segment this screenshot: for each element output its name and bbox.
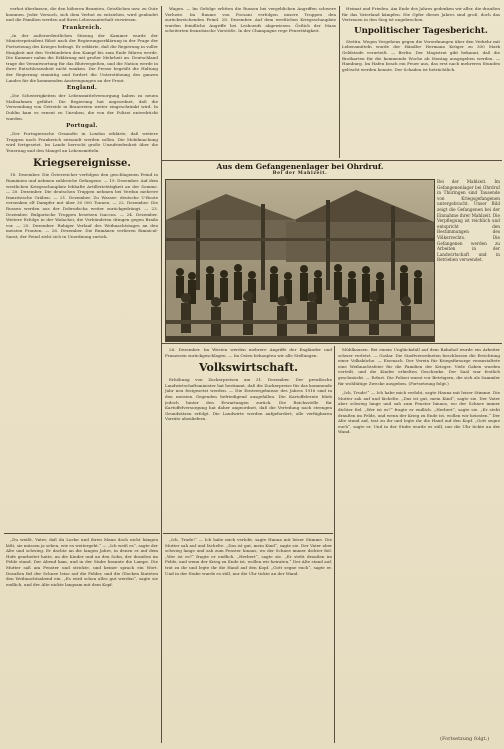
column-rule-left <box>161 6 162 743</box>
volkswirtschaft-paragraph: Erhöhung von Zuckerpreisen am 31. Dezember. Der preußische Landwirtschaftsminister hat bestimmt, daß die Zuckerpreise für das kommende Jahr neu festgesetzt werden. — Die Ernteergebnisse des Jahres 1916 sind in den meisten Gegenden befriedigend ausgefallen. Die Kartoffelernte blieb jedoch hinter den Erwartungen zurück. Die Reichsstelle für Kartoffelversorgung hat daher angeordnet, daß die Verteilung nach strengen Grundsätzen erfolgt. Die Landwirte werden aufgefordert, alle verfügbaren Vorräte abzuliefern. <box>165 377 332 422</box>
unpolitisch-paragraph: Stettin. Wegen Vergehens gegen die Verordnungen über den Verkehr mit Lebensmitteln wurde der Händler Hermann Krüger zu 300 Mark Geldstrafe verurteilt. — Berlin. Der Magistrat gibt bekannt, daß die Brotkarten für die kommende Woche ab Montag ausgegeben werden. — Hamburg. Im Hafen brach ein Feuer aus, das erst nach mehreren Stunden gelöscht werden konnte. Der Schaden ist beträchtlich. <box>342 38 500 72</box>
story-middle-paragraph: „Ich, Trude!“ — Ich habe mich verlobt, sagte Hanna mit leiser Stimme. Die Mutter sah auf und lächelte. „Das ist gut, mein Kind“, sagte sie. Der Vater aber schwieg lange und sah zum Fenster hinaus, wo der Schnee immer dichter fiel. „Wer ist es?“ fragte er endlich. „Herbert“, sagte sie. „Er steht draußen im Felde, und wenn der Krieg zu Ende ist, wollen wir heiraten.“ Der Alte stand auf, trat zu ihr und legte ihr die Hand auf den Kopf. „Gott segne euch“, sagte er. Und in der Stube wurde es still, nur die Uhr tickte an der Wand. <box>165 537 332 576</box>
picture-side-caption: Bei der Mahlzeit. Im Gefangenenlager bei Ohrdruf in Thüringen sind Tausende von Kriegsgefangenen untergebracht. Unser Bild zeigt die Gefangenen bei der Einnahme ihrer Mahlzeit. Die Verpflegung ist reichlich und entspricht den Bestimmungen des Völkerrechts. Die Gefangenen werden zu Arbeiten in der Landwirtschaft und in Betrieben verwendet. <box>437 179 500 263</box>
frankreich-heading: Frankreich. <box>62 24 102 31</box>
volkswirtschaft-heading: Volkswirtschaft. <box>198 361 299 375</box>
middle-lower-paragraph: 26. Dezember. Im Westen werden mehrere Angriffe der Engländer und Franzosen zurückgeschlagen. — Im Osten behaupten wir alle Stellungen. <box>165 347 332 358</box>
horizontal-rule-picture-bottom <box>162 343 502 344</box>
left-top-text <box>6 6 158 23</box>
unpolitisch-heading: Unpolitischer Tagesbericht. <box>354 25 488 36</box>
frankreich-paragraph: „In der außerordentlichen Sitzung der Kammer wurde der Ministerpräsident Ribot nach der Regierungserklärung in der Frage der Fortsetzung des Krieges befragt. Er erklärte, daß die Regierung in voller Einigkeit mit den Verbündeten den Kampf bis zum Ende führen werde. Die Kammer nahm die Erklärung mit großer Mehrheit an. Deutschland trage die Verantwortung für das Blutvergießen, und die Nation werde in ihrer Entschlossenheit nicht wanken. Die Presse begrüßt die Haltung der Regierung einmütig und fordert die Unterstützung des ganzen Landes für die kommenden Anstrengungen an der Front. <box>6 32 158 83</box>
continuation-note: (Fortsetzung folgt.) <box>440 736 490 742</box>
middle-top-text <box>165 6 336 34</box>
column-rule-right <box>339 6 340 158</box>
horizontal-rule-mid-story <box>163 533 333 534</box>
kriegsereignisse-heading: Kriegsereignisse. <box>33 158 131 170</box>
right-lower-text <box>338 347 500 386</box>
right-top-column <box>342 6 500 158</box>
kriegsereignisse-paragraph: 18. Dezember. Die Österreicher verfolgen den geschlagenen Feind in Rumänien und nehmen zahlreiche Gefangene. — 19. Dezember. Auf dem westlichen Kriegsschauplatz lebhafte Artillerietätigkeit an der Somme. — 20. Dezember. Die deutschen Truppen nehmen bei Verdun mehrere französische Gräben. — 21. Dezember. Zu Wasser: deutsche U-Boote versenken elf Dampfer mit über 30 000 Tonnen. — 22. Dezember. Die Russen werden aus der Dobrudscha weiter zurückgedrängt. — 23. Dezember. Bulgarische Truppen besetzen Isaccea. — 24. Dezember. Weitere Erfolge in der Walachei; die Verbündeten dringen gegen Braila vor. — 25. Dezember. Ruhiger Verlauf des Weihnachtstages an den meisten Fronten. — 26. Dezember. Die Rumänen verlieren Rimnicul-Sarat; der Feind zieht sich in Unordnung zurück. <box>6 172 158 239</box>
volkswirtschaft-text <box>165 377 332 422</box>
england-paragraph: „Die Schwierigkeiten der Lebensmittelversorgung haben zu neuen Maßnahmen geführt. Die Regierung hat angeordnet, daß die Verwendung von Getreide in Brauereien weiter eingeschränkt wird. In Dublin kam es erneut zu Unruhen, die von der Polizei unterdrückt wurden. <box>6 93 158 121</box>
prison-camp-photo <box>165 179 435 342</box>
left-story-column <box>6 537 158 743</box>
story-right-paragraph: „Ich, Trude!“ — Ich habe mich verlobt, sagte Hanna mit leiser Stimme. Die Mutter sah auf und lächelte. „Das ist gut, mein Kind“, sagte sie. Der Vater aber schwieg lange und sah zum Fenster hinaus, wo der Schnee immer dichter fiel. „Wer ist es?“ fragte er endlich. „Herbert“, sagte sie. „Er steht draußen im Felde, und wenn der Krieg zu Ende ist, wollen wir heiraten.“ Der Alte stand auf, trat zu ihr und legte ihr die Hand auf den Kopf. „Gott segne euch“, sagte er. Und in der Stube wurde es still, nur die Uhr tickte an der Wand. <box>338 390 500 435</box>
prison-camp-illustration <box>166 180 434 341</box>
picture-subtitle: Bei der Mahlzeit. <box>272 171 328 176</box>
picture-side-caption-column <box>437 179 500 340</box>
middle-lower-column <box>165 347 332 531</box>
england-text <box>6 93 158 121</box>
portugal-paragraph: „Der Portugiesische Gesandte in London erklärte, daß weitere Truppen nach Frankreich entsandt werden sollen. Die Mobilmachung wird fortgesetzt. Im Lande herrscht große Unzufriedenheit über die Teuerung und den Mangel an Lebensmitteln. <box>6 131 158 153</box>
england-heading: England. <box>66 85 98 92</box>
middle-top-paragraph: Wagen. — Im Gefolge erlitten die Russen bei vergeblichen Angriffen schwere Verluste. Im Raume von Focsani verfolgen unsere Truppen den zurückweichenden Feind. 28. Dezember. Auf dem westlichen Kriegsschauplatz wurden feindliche Angriffe bei Lesboeufs abgewiesen. Östlich der Maas scheiterten französische Vorstöße. In der Champagne rege Feuertätigkeit. <box>165 6 336 34</box>
middle-story-column <box>165 537 332 743</box>
horizontal-rule-left-story <box>4 533 160 534</box>
picture-title: Aus dem Gefangenenlager bei Ohrdruf. <box>216 162 384 171</box>
story-middle-text <box>165 537 332 576</box>
kriegsereignisse-text <box>6 172 158 239</box>
right-lower-paragraph: Mühlhausen. Bei einem Unglücksfall auf dem Bahnhof wurde ein Arbeiter schwer verletzt. — Goslar. Die Stadtverordneten beschlossen die Errichtung einer Volksküche. — Eisenach. Der Verein für Kriegsfürsorge veranstaltete eine Weihnachtsfeier für die Familien der Krieger. Viele Gaben wurden verteilt, und die Kinder erhielten Geschenke. Der Saal war festlich geschmückt. — Erfurt. Die Polizei warnt vor Betrügern, die sich als Sammler für wohltätige Zwecke ausgeben. (Fortsetzung folgt.) <box>338 347 500 386</box>
kriegsbericht-right-text <box>342 6 500 23</box>
story-left-paragraph: „Du weißt, Vater, daß du Lucke und ihren Mann doch nicht hängen läßt, sie müssen ja sehen, wie es weitergeht.“ — „Ich weiß es“, sagte der Alte und schwieg. Er dachte an die langen Jahre, in denen er auf dem Hofe gearbeitet hatte, an die Kinder und an den Sohn, der draußen im Felde stand. Der Abend kam, und in der Stube brannte die Lampe. Die Mutter saß am Fenster und strickte, und keiner sprach ein Wort. Draußen fiel der Schnee leise auf die Felder, und die Glocken läuteten den Weihnachtsabend ein. „Es wird schon alles gut werden“, sagte sie endlich, und der Alte nickte langsam mit dem Kopf. <box>6 537 158 587</box>
kriegsbericht-right-paragraph: Heimat und Frieden. Am Ende des Jahres gedenken wir aller, die draußen für das Vaterland kämpfen. Die Opfer dieses Jahres sind groß, doch das Vertrauen in den Sieg ist ungebrochen. <box>342 6 500 23</box>
middle-top-column <box>165 6 336 158</box>
middle-lower-text <box>165 347 332 358</box>
left-column <box>6 6 158 531</box>
column-rule-lower <box>334 346 335 743</box>
right-lower-column <box>338 347 500 743</box>
unpolitisch-text <box>342 39 500 73</box>
story-left-text <box>6 537 158 587</box>
horizontal-rule-picture-top <box>162 160 502 161</box>
left-top-paragraph: verbot überlassen, die den höheren Beamten, Geistlichen usw. zu Gute kommen. Jeder Versuch, sich dem Verbot zu entziehen, wird geahndet und die Familien werden auf ihren Lebensunterhalt verwiesen. <box>6 6 158 23</box>
portugal-text <box>6 131 158 153</box>
story-right-text <box>338 390 500 435</box>
portugal-heading: Portugal. <box>66 123 98 130</box>
frankreich-text <box>6 33 158 83</box>
